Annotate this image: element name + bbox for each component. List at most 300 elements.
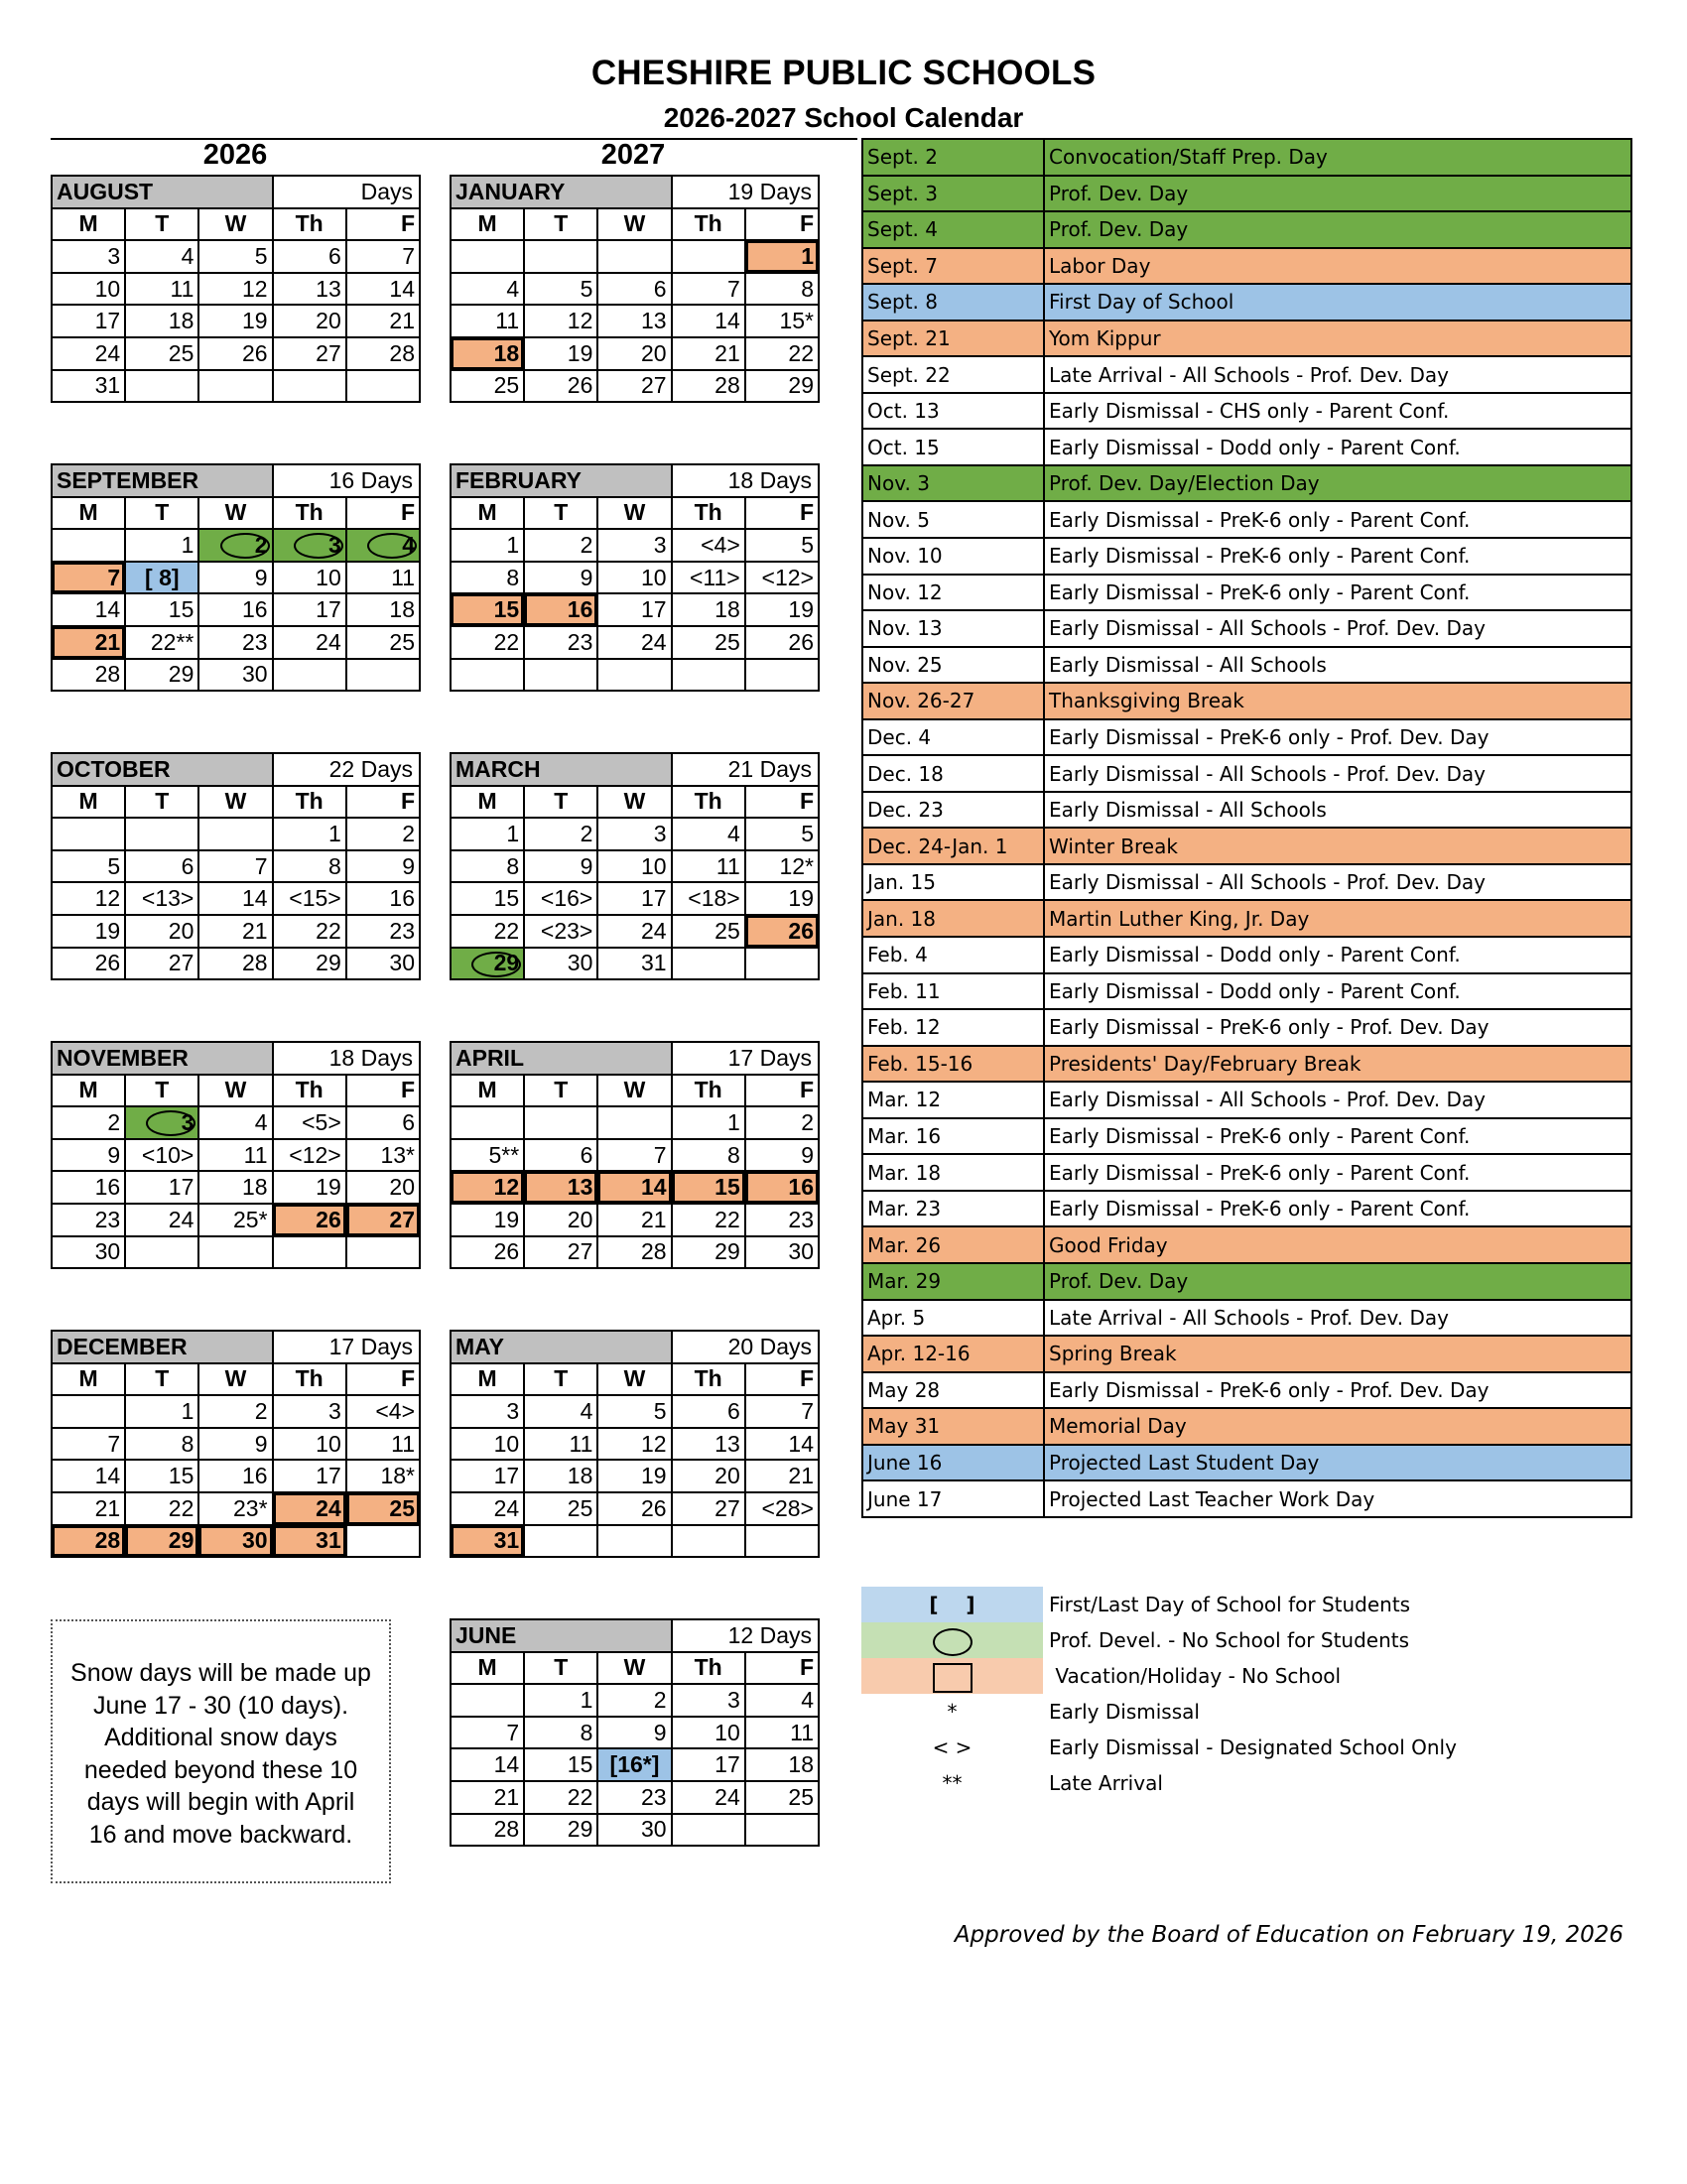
event-row [862,900,1631,937]
event-description: Prof. Dev. Day [1044,211,1631,248]
weekday-header: Th [672,1652,745,1685]
day-cell [273,370,346,403]
weekday-header: T [125,1363,198,1396]
day-cell: 14 [52,593,125,626]
day-cell: 25 [346,626,420,659]
day-cell: 12 [52,882,125,915]
day-cell [52,818,125,850]
weekday-header: F [346,786,420,819]
day-cell: 26 [52,948,125,980]
weekday-header: Th [273,208,346,241]
day-cell: 4 [198,1106,272,1139]
day-cell: 3 [597,818,671,850]
event-description: Early Dismissal - PreK-6 only - Parent Conf. [1044,1154,1631,1191]
weekday-header: M [451,208,524,241]
event-date: May 31 [862,1408,1044,1445]
event-date: Dec. 4 [862,719,1044,756]
day-cell: 27 [672,1492,745,1525]
day-cell: <4> [346,1395,420,1428]
weekday-header: W [597,1363,671,1396]
month-calendar-september [51,463,421,692]
legend-text: Early Dismissal - Designated School Only [1049,1735,1457,1759]
weekday-header: Th [672,1363,745,1396]
event-description: Thanksgiving Break [1044,683,1631,719]
snow-note-line: days will begin with April [86,1788,355,1816]
prof-dev-day-cell: 2 [198,529,272,562]
day-cell: 6 [125,850,198,883]
day-cell: 7 [672,273,745,306]
day-cell: 28 [597,1236,671,1269]
weekday-header: W [597,497,671,530]
day-cell: 18* [346,1460,420,1492]
day-cell: 6 [672,1395,745,1428]
day-cell: 26 [198,337,272,370]
day-cell: 14 [198,882,272,915]
event-date: Sept. 3 [862,176,1044,212]
day-cell: 19 [273,1171,346,1204]
event-row [862,1263,1631,1300]
event-row [862,828,1631,864]
weekday-header: M [52,786,125,819]
prof-dev-day-cell: 29 [451,948,524,980]
event-date: Dec. 24-Jan. 1 [862,828,1044,864]
weekday-header: F [745,1652,819,1685]
day-cell: 21 [745,1460,819,1492]
day-cell: 11 [672,850,745,883]
day-cell: 7 [597,1139,671,1172]
event-row [862,321,1631,357]
holiday-day-cell: 16 [524,593,597,626]
day-cell: 26 [745,626,819,659]
day-cell: 23 [52,1204,125,1236]
day-cell: 22 [524,1781,597,1814]
event-row [862,864,1631,901]
day-cell: 17 [597,882,671,915]
day-cell: 3 [52,240,125,273]
day-cell: 10 [52,273,125,306]
day-cell: 9 [524,850,597,883]
day-cell: <28> [745,1492,819,1525]
day-cell: 24 [597,915,671,948]
day-cell: 12* [745,850,819,883]
weekday-header: M [451,786,524,819]
event-description: Early Dismissal - PreK-6 only - Parent Conf. [1044,1118,1631,1155]
day-cell: 1 [524,1684,597,1717]
event-date: Nov. 12 [862,575,1044,611]
day-cell: 7 [346,240,420,273]
legend-text: Early Dismissal [1049,1700,1200,1724]
weekday-header: Th [273,497,346,530]
day-cell: <12> [273,1139,346,1172]
day-cell: 24 [451,1492,524,1525]
event-description: First Day of School [1044,284,1631,321]
day-cell: 29 [125,659,198,692]
event-description: Late Arrival - All Schools - Prof. Dev. Day [1044,1300,1631,1337]
event-description: Early Dismissal - PreK-6 only - Parent Conf. [1044,575,1631,611]
day-cell: 8 [745,273,819,306]
event-row [862,1480,1631,1517]
event-date: Feb. 15-16 [862,1046,1044,1083]
event-row [862,1336,1631,1372]
day-cell: 11 [346,562,420,594]
legend-row-vacation [861,1658,1635,1694]
day-cell: 29 [524,1814,597,1847]
month-name: SEPTEMBER [52,464,273,497]
event-description: Early Dismissal - Dodd only - Parent Conf. [1044,937,1631,973]
day-cell: 11 [451,305,524,337]
approval-note: Approved by the Board of Education on February 19, 2026 [954,1922,1623,1948]
day-cell [52,529,125,562]
day-cell: 3 [597,529,671,562]
holiday-day-cell: 7 [52,562,125,594]
day-cell [198,1236,272,1269]
event-row [862,792,1631,829]
day-cell: 28 [672,370,745,403]
snow-note-line: June 17 - 30 (10 days). [92,1691,349,1720]
day-cell: 8 [125,1428,198,1461]
weekday-header: Th [273,1363,346,1396]
day-cell: 10 [672,1717,745,1749]
event-row [862,1118,1631,1155]
day-cell: 30 [745,1236,819,1269]
day-cell: 26 [451,1236,524,1269]
day-cell [346,1236,420,1269]
event-description: Prof. Dev. Day/Election Day [1044,465,1631,502]
event-row [862,538,1631,575]
event-description: Prof. Dev. Day [1044,1263,1631,1300]
day-cell: 1 [125,529,198,562]
holiday-day-cell: 26 [745,915,819,948]
day-cell: 17 [597,593,671,626]
day-cell: 19 [524,337,597,370]
day-cell: 9 [198,1428,272,1461]
event-description: Early Dismissal - PreK-6 only - Prof. Dev. Day [1044,1009,1631,1046]
day-cell: 25 [745,1781,819,1814]
holiday-day-cell: 26 [273,1204,346,1236]
day-cell: 16 [198,593,272,626]
day-cell: 24 [597,626,671,659]
event-description: Prof. Dev. Day [1044,176,1631,212]
weekday-header: W [597,1075,671,1107]
day-cell: 15* [745,305,819,337]
event-description: Yom Kippur [1044,321,1631,357]
event-description: Early Dismissal - Dodd only - Parent Conf. [1044,973,1631,1010]
holiday-day-cell: 12 [451,1171,524,1204]
day-cell: 16 [346,882,420,915]
day-cell: 7 [451,1717,524,1749]
event-row [862,937,1631,973]
day-cell: 24 [125,1204,198,1236]
day-cell: 23 [524,626,597,659]
day-cell [273,659,346,692]
weekday-header: M [52,497,125,530]
day-cell: 9 [346,850,420,883]
events-table [861,138,1632,1518]
weekday-header: T [125,497,198,530]
month-calendar-october [51,752,421,980]
day-cell: 14 [52,1460,125,1492]
event-description: Early Dismissal - All Schools - Prof. Dev. Day [1044,1082,1631,1118]
day-cell: 26 [524,370,597,403]
school-days-count: 19 Days [672,176,819,208]
weekday-header: T [524,786,597,819]
holiday-day-cell: 29 [125,1525,198,1558]
day-cell: 9 [52,1139,125,1172]
day-cell: 21 [672,337,745,370]
snow-note-line: needed beyond these 10 [83,1755,358,1784]
day-cell: 6 [524,1139,597,1172]
month-calendar-august [51,175,421,403]
event-row [862,683,1631,719]
day-cell: 17 [451,1460,524,1492]
day-cell: 29 [273,948,346,980]
day-cell [125,1236,198,1269]
day-cell [597,659,671,692]
weekday-header: M [451,1652,524,1685]
day-cell: 10 [273,562,346,594]
day-cell: 10 [597,562,671,594]
prof-dev-day-cell: 3 [125,1106,198,1139]
day-cell [346,659,420,692]
day-cell: 20 [597,337,671,370]
day-cell: 18 [125,305,198,337]
weekday-header: F [745,786,819,819]
weekday-header: Th [672,1075,745,1107]
event-description: Early Dismissal - All Schools [1044,792,1631,829]
day-cell: 14 [346,273,420,306]
day-cell: 17 [273,593,346,626]
holiday-day-cell: 15 [672,1171,745,1204]
day-cell [125,818,198,850]
day-cell: 20 [125,915,198,948]
day-cell [524,1525,597,1558]
school-days-count: 18 Days [273,1042,420,1075]
day-cell: 2 [198,1395,272,1428]
day-cell: 24 [52,337,125,370]
weekday-header: W [597,208,671,241]
event-date: Sept. 21 [862,321,1044,357]
weekday-header: W [198,497,272,530]
event-description: Projected Last Student Day [1044,1445,1631,1481]
month-name: JANUARY [451,176,672,208]
event-description: Labor Day [1044,248,1631,285]
oval-icon [933,1628,973,1656]
day-cell: 5 [524,273,597,306]
event-row [862,575,1631,611]
event-description: Early Dismissal - CHS only - Parent Conf. [1044,393,1631,430]
legend-row-early-dismissal [861,1694,1635,1730]
day-cell [672,240,745,273]
day-cell: <15> [273,882,346,915]
day-cell: 3 [451,1395,524,1428]
day-cell: 28 [198,948,272,980]
day-cell [451,659,524,692]
day-cell: 6 [273,240,346,273]
bracket-symbol: [ ] [861,1587,1043,1622]
day-cell: 20 [346,1171,420,1204]
day-cell: 6 [346,1106,420,1139]
day-cell [597,240,671,273]
year-label-left: 2026 [202,139,268,171]
day-cell: 19 [597,1460,671,1492]
event-row [862,393,1631,430]
event-row [862,1082,1631,1118]
page-subtitle: 2026-2027 School Calendar [663,102,1024,133]
event-description: Early Dismissal - PreK-6 only - Prof. Dev. Day [1044,1372,1631,1409]
day-cell: 9 [524,562,597,594]
day-cell: 22** [125,626,198,659]
day-cell: 2 [524,529,597,562]
day-cell: 22 [273,915,346,948]
day-cell: <4> [672,529,745,562]
day-cell: 3 [273,1395,346,1428]
event-description: Projected Last Teacher Work Day [1044,1480,1631,1517]
event-row [862,1300,1631,1337]
weekday-header: W [597,786,671,819]
day-cell: 2 [524,818,597,850]
day-cell [745,659,819,692]
day-cell: <12> [745,562,819,594]
holiday-day-cell: 13 [524,1171,597,1204]
day-cell: 21 [451,1781,524,1814]
day-cell: 20 [273,305,346,337]
day-cell: <5> [273,1106,346,1139]
day-cell: 17 [52,305,125,337]
day-cell: 5** [451,1139,524,1172]
weekday-header: M [451,1363,524,1396]
weekday-header: W [198,1075,272,1107]
event-date: Nov. 3 [862,465,1044,502]
event-date: Sept. 7 [862,248,1044,285]
day-cell: 25 [672,626,745,659]
day-cell: 29 [672,1236,745,1269]
day-cell: 10 [451,1428,524,1461]
day-cell: 2 [597,1684,671,1717]
month-name: JUNE [451,1619,672,1652]
month-name: FEBRUARY [451,464,672,497]
day-cell: 2 [745,1106,819,1139]
day-cell: 8 [451,562,524,594]
month-name: AUGUST [52,176,273,208]
day-cell: 23 [346,915,420,948]
event-description: Spring Break [1044,1336,1631,1372]
event-row [862,465,1631,502]
day-cell: 1 [451,818,524,850]
weekday-header: M [52,208,125,241]
event-row [862,176,1631,212]
snow-note-line: Additional snow days [104,1724,337,1751]
event-row [862,755,1631,792]
day-cell [524,1106,597,1139]
event-row [862,610,1631,647]
day-cell [672,948,745,980]
weekday-header: W [198,786,272,819]
day-cell: 18 [745,1748,819,1781]
legend-text: Prof. Devel. - No School for Students [1049,1628,1410,1652]
day-cell: 27 [273,337,346,370]
day-cell: 23 [198,626,272,659]
day-cell: 12 [597,1428,671,1461]
event-row [862,973,1631,1010]
day-cell: 18 [198,1171,272,1204]
day-cell: <11> [672,562,745,594]
event-date: Oct. 15 [862,429,1044,465]
day-cell: 4 [125,240,198,273]
day-cell: 24 [273,626,346,659]
day-cell: 19 [198,305,272,337]
month-calendar-january [450,175,820,403]
day-cell: 1 [273,818,346,850]
event-row [862,429,1631,465]
month-calendar-november [51,1041,421,1269]
event-date: June 16 [862,1445,1044,1481]
event-row [862,647,1631,684]
year-label-right: 2027 [600,139,666,171]
holiday-day-cell: 30 [198,1525,272,1558]
first-last-day-cell: [ 8] [125,562,198,594]
day-cell: <18> [672,882,745,915]
event-description: Early Dismissal - All Schools - Prof. Dev. Day [1044,610,1631,647]
prof-dev-day-cell: 3 [273,529,346,562]
day-cell: 20 [524,1204,597,1236]
day-cell: 15 [125,1460,198,1492]
event-description: Martin Luther King, Jr. Day [1044,900,1631,937]
event-date: Oct. 13 [862,393,1044,430]
legend-row-prof-dev [861,1622,1635,1658]
weekday-header: T [524,1363,597,1396]
day-cell: 13 [672,1428,745,1461]
event-date: Mar. 16 [862,1118,1044,1155]
day-cell: 15 [524,1748,597,1781]
event-description: Presidents' Day/February Break [1044,1046,1631,1083]
day-cell: 25 [451,370,524,403]
day-cell [125,370,198,403]
first-last-day-cell: [16*] [597,1748,671,1781]
asterisk-symbol: * [947,1700,958,1724]
day-cell: 8 [524,1717,597,1749]
day-cell: 8 [451,850,524,883]
event-description: Late Arrival - All Schools - Prof. Dev. Day [1044,356,1631,393]
event-date: Apr. 12-16 [862,1336,1044,1372]
weekday-header: F [346,497,420,530]
day-cell: 31 [52,370,125,403]
prof-dev-day-cell: 4 [346,529,420,562]
holiday-day-cell: 1 [745,240,819,273]
day-cell: 21 [198,915,272,948]
day-cell: 11 [346,1428,420,1461]
event-row [862,1046,1631,1083]
day-cell: 17 [125,1171,198,1204]
day-cell: 10 [597,850,671,883]
day-cell: 5 [745,818,819,850]
day-cell: 22 [745,337,819,370]
day-cell: 10 [273,1428,346,1461]
school-days-count: 17 Days [273,1331,420,1363]
event-row [862,1009,1631,1046]
day-cell: 15 [125,593,198,626]
event-description: Winter Break [1044,828,1631,864]
weekday-header: F [745,497,819,530]
weekday-header: M [451,497,524,530]
school-days-count: 18 Days [672,464,819,497]
event-date: Mar. 23 [862,1191,1044,1227]
day-cell: 14 [451,1748,524,1781]
event-description: Early Dismissal - PreK-6 only - Parent Conf. [1044,1191,1631,1227]
day-cell: 11 [524,1428,597,1461]
month-name: OCTOBER [52,753,273,786]
holiday-day-cell: 16 [745,1171,819,1204]
day-cell: 21 [597,1204,671,1236]
